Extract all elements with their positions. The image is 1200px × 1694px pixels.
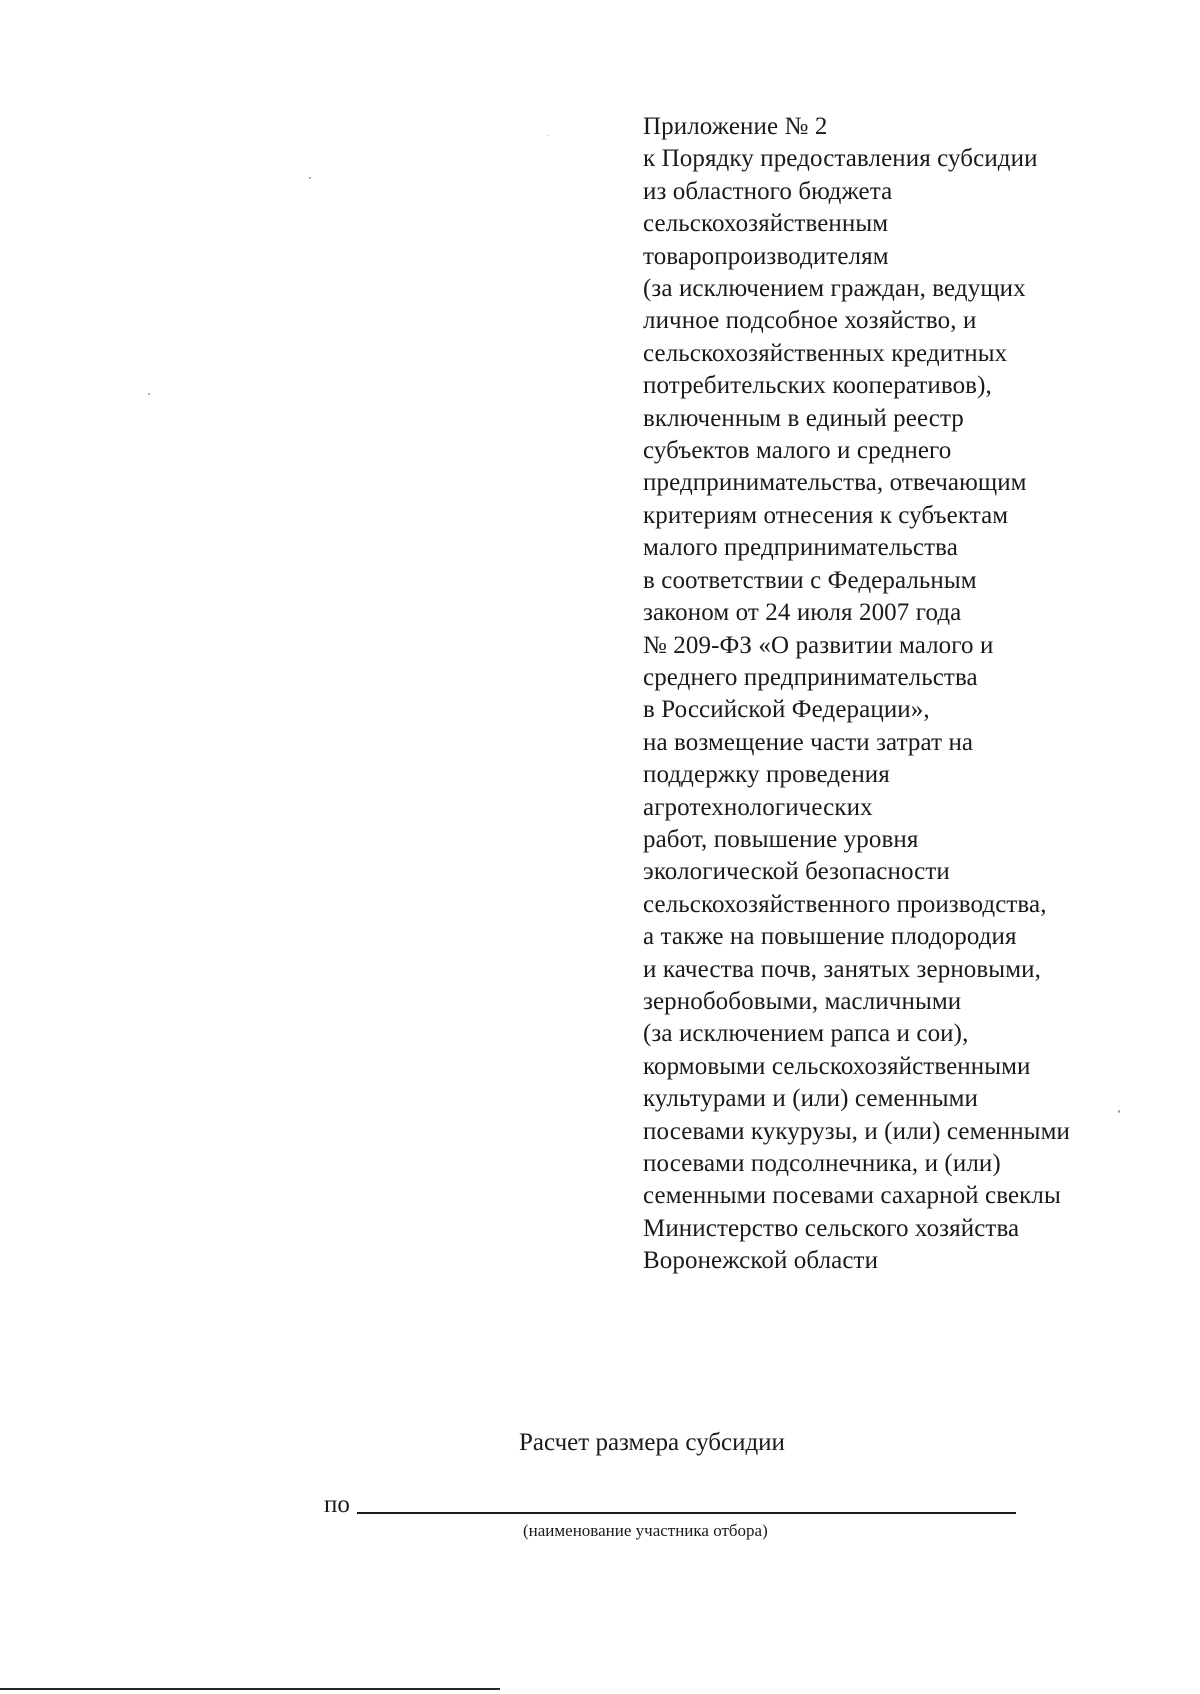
appendix-line: культурами и (или) семенными [643,1085,978,1113]
appendix-line: товаропроизводителям [643,242,889,270]
appendix-line: из областного бюджета [643,177,893,205]
bottom-rule [0,1688,500,1690]
scan-speck [148,393,150,395]
appendix-line: работ, повышение уровня [643,825,919,853]
appendix-line: (за исключением граждан, ведущих [643,275,1026,303]
appendix-line: семенными посевами сахарной свеклы [643,1182,1061,1210]
appendix-line: № 209-ФЗ «О развитии малого и [643,631,994,659]
appendix-line: субъектов малого и среднего [643,437,952,465]
appendix-line: среднего предпринимательства [643,663,978,691]
scan-speck [1118,1110,1120,1113]
appendix-line: посевами подсолнечника, и (или) [643,1150,1001,1177]
appendix-line: потребительских кооперативов), [643,372,992,400]
appendix-line: малого предпринимательства [643,534,958,562]
scan-speck [309,177,311,179]
appendix-line: посевами кукурузы, и (или) семенными [643,1117,1070,1145]
appendix-line: Воронежской области [643,1247,879,1275]
appendix-line: экологической безопасности [643,858,950,886]
appendix-line: агротехнологических [643,793,873,821]
appendix-line: поддержку проведения [643,761,890,789]
appendix-line: сельскохозяйственных кредитных [643,339,1008,367]
appendix-line: сельскохозяйственным [643,210,889,238]
participant-caption: (наименование участника отбора) [523,1521,768,1540]
appendix-line: личное подсобное хозяйство, и [643,307,977,335]
po-label: по [324,1491,350,1518]
document-title: Расчет размера субсидии [519,1429,785,1456]
appendix-line: к Порядку предоставления субсидии [643,145,1038,173]
appendix-line: а также на повышение плодородия [643,923,1017,951]
appendix-line: Министерство сельского хозяйства [643,1214,1020,1242]
appendix-line: включенным в единый реестр [643,404,964,432]
appendix-line: зернобобовыми, масличными [643,987,962,1015]
appendix-line: критериям отнесения к субъектам [643,501,1009,529]
appendix-line: и качества почв, занятых зерновыми, [643,955,1041,983]
appendix-line: кормовыми сельскохозяйственными [643,1052,1031,1080]
appendix-header [643,111,1163,1278]
participant-name-line [357,1512,1016,1514]
appendix-line: сельскохозяйственного производства, [643,890,1047,918]
appendix-line: законом от 24 июля 2007 года [643,599,962,627]
appendix-line: в соответствии с Федеральным [643,566,977,594]
appendix-line: предпринимательства, отвечающим [643,469,1027,497]
appendix-line: Приложение № 2 [643,113,828,140]
appendix-line: в Российской Федерации», [643,696,930,724]
appendix-line: на возмещение части затрат на [643,728,974,756]
scan-speck [548,135,549,136]
appendix-line: (за исключением рапса и сои), [643,1020,969,1048]
